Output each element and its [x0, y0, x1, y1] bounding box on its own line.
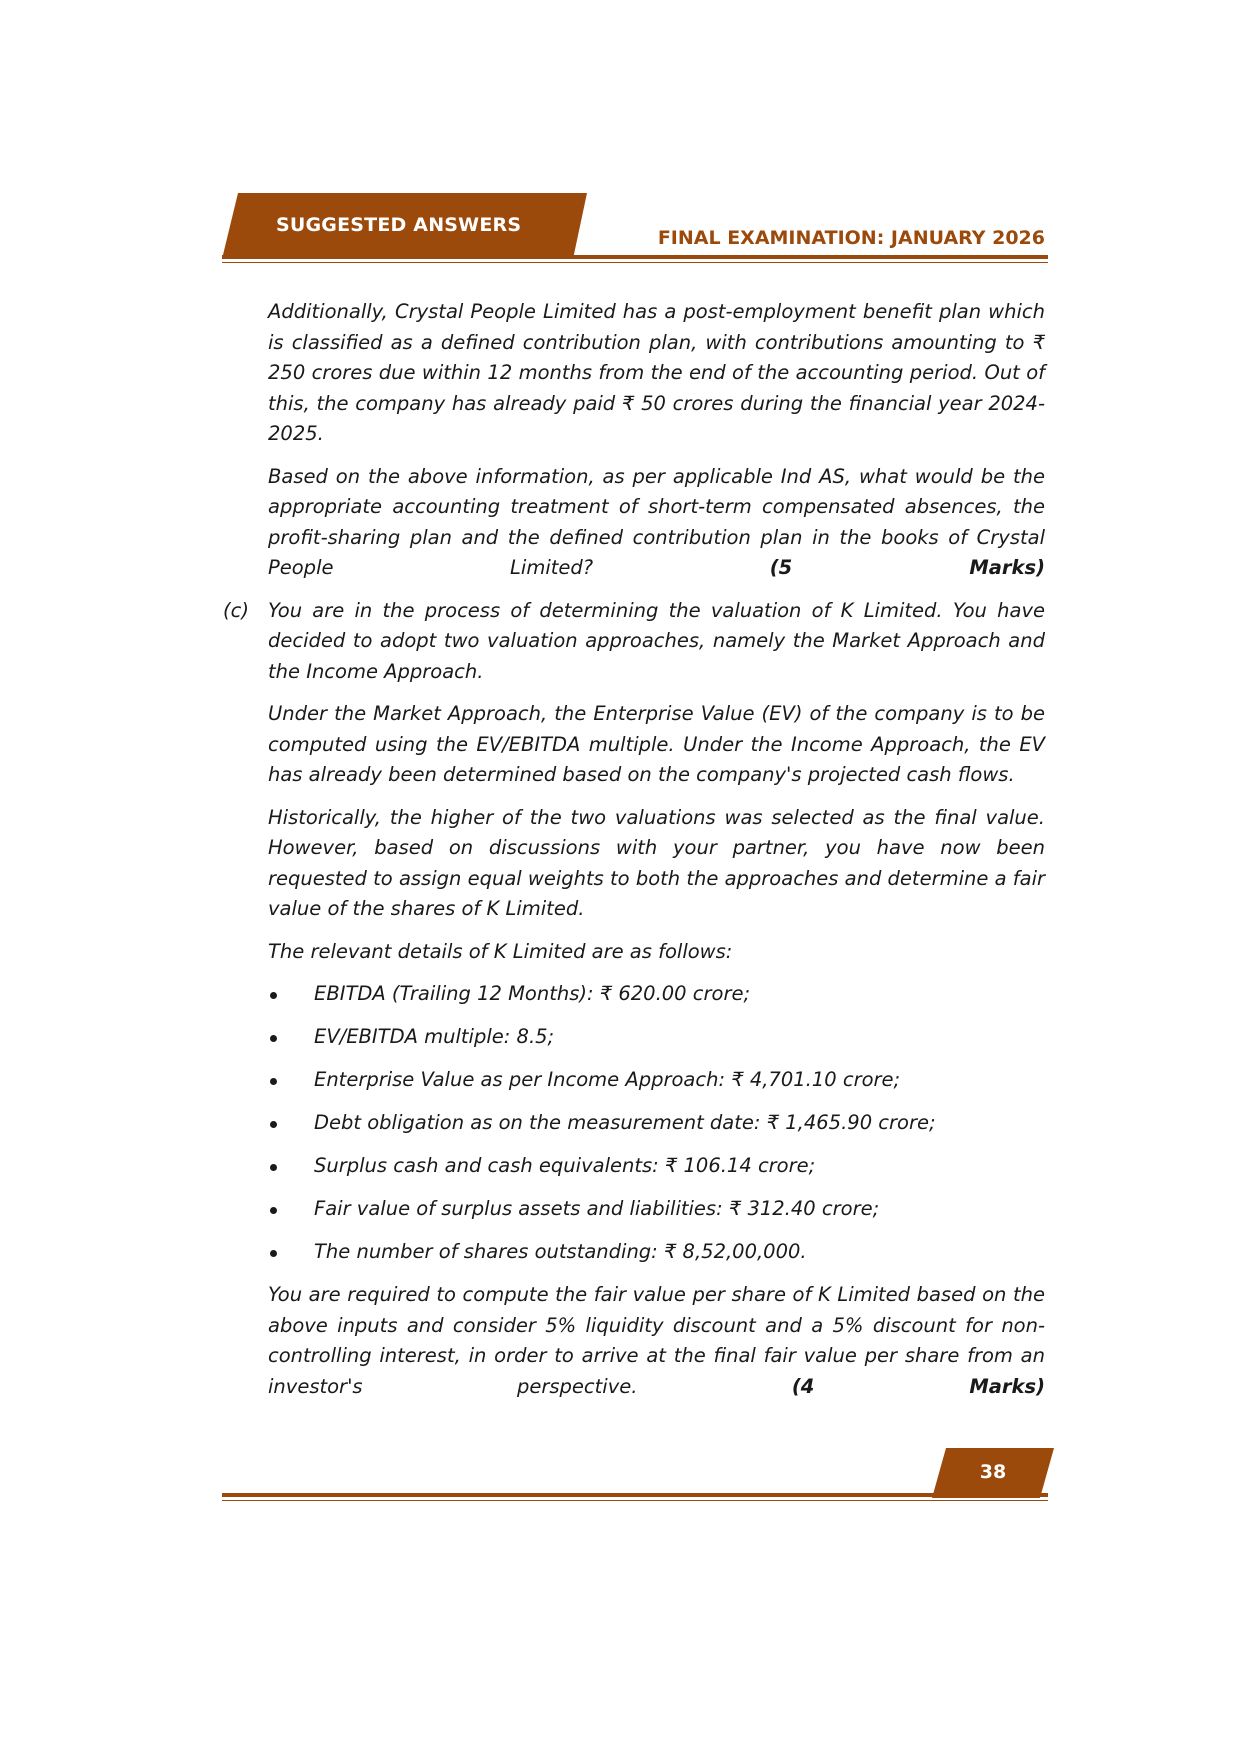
list-item: Surplus cash and cash equivalents: ₹ 106.14 crore; [268, 1151, 1045, 1182]
question-c [223, 596, 1046, 1403]
bullet-icon [270, 1078, 277, 1085]
page-header [0, 0, 1241, 270]
list-item: EBITDA (Trailing 12 Months): ₹ 620.00 crore; [268, 979, 1045, 1010]
list-item: Debt obligation as on the measurement date: ₹ 1,465.90 crore; [268, 1108, 1045, 1139]
list-item: Enterprise Value as per Income Approach: ₹ 4,701.10 crore; [268, 1065, 1045, 1096]
bullet-icon [270, 1164, 277, 1171]
list-item: The number of shares outstanding: ₹ 8,52,00,000. [268, 1237, 1045, 1268]
header-rule [222, 255, 1048, 259]
bullet-icon [270, 1207, 277, 1214]
page-content [223, 297, 1046, 1414]
list-item: Fair value of surplus assets and liabilities: ₹ 312.40 crore; [268, 1194, 1045, 1225]
header-tab-label: SUGGESTED ANSWERS [276, 214, 522, 236]
question-c-task [268, 1280, 1045, 1402]
question-c-task-text: You are required to compute the fair value per share of K Limited based on the above inputs and consider 5% liquidity discount and a 5% discount for non-controlling interest, in order to arrive at the final fair value per share from an investor's perspective. [268, 1283, 1045, 1398]
paragraph-defined-contribution: Additionally, Crystal People Limited has a post-employment benefit plan which is classified as a defined contribution plan, with contributions amounting to ₹ 250 crores due within 12 months from the end of the accounting period. Out of this, the company has already paid ₹ 50 crores during the financial year 2024-2025. [268, 300, 1045, 445]
question-c-weights: Historically, the higher of the two valuations was selected as the final value. However, based on discussions with your partner, you have now been requested to assign equal weights to both the approaches and determine a fair value of the shares of K Limited. [268, 805, 1045, 920]
question-c-details-heading: The relevant details of K Limited are as follows: [268, 939, 733, 963]
marks-label: (4 Marks) [791, 1374, 1046, 1398]
marks-label: (5 Marks) [769, 556, 1046, 579]
details-list [268, 979, 1045, 1268]
footer-rule [222, 1493, 1048, 1497]
bullet-icon [270, 1121, 277, 1128]
bullet-icon [270, 992, 277, 999]
page-number: 38 [979, 1461, 1007, 1483]
header-rule-thin [222, 262, 1048, 263]
question-b-text: Based on the above information, as per applicable Ind AS, what would be the appropriate accounting treatment of short-term compensated absences, the profit-sharing plan and the defined contribution plan in the books of Crystal People Limited? [268, 464, 1045, 579]
question-c-market-approach: Under the Market Approach, the Enterprise Value (EV) of the company is to be computed using the EV/EBITDA multiple. Under the Income Approach, the EV has already been determined based on the company's projected cash flows. [268, 702, 1045, 786]
question-c-label: (c) [223, 598, 249, 622]
paragraph-question-b [268, 462, 1045, 584]
question-c-intro: You are in the process of determining the valuation of K Limited. You have decided to adopt two valuation approaches, namely the Market Approach and the Income Approach. [268, 598, 1045, 683]
bullet-icon [270, 1250, 277, 1257]
exam-title: FINAL EXAMINATION: JANUARY 2026 [657, 227, 1045, 249]
list-item: EV/EBITDA multiple: 8.5; [268, 1022, 1045, 1053]
bullet-icon [270, 1035, 277, 1042]
footer-rule-thin [222, 1500, 1048, 1501]
